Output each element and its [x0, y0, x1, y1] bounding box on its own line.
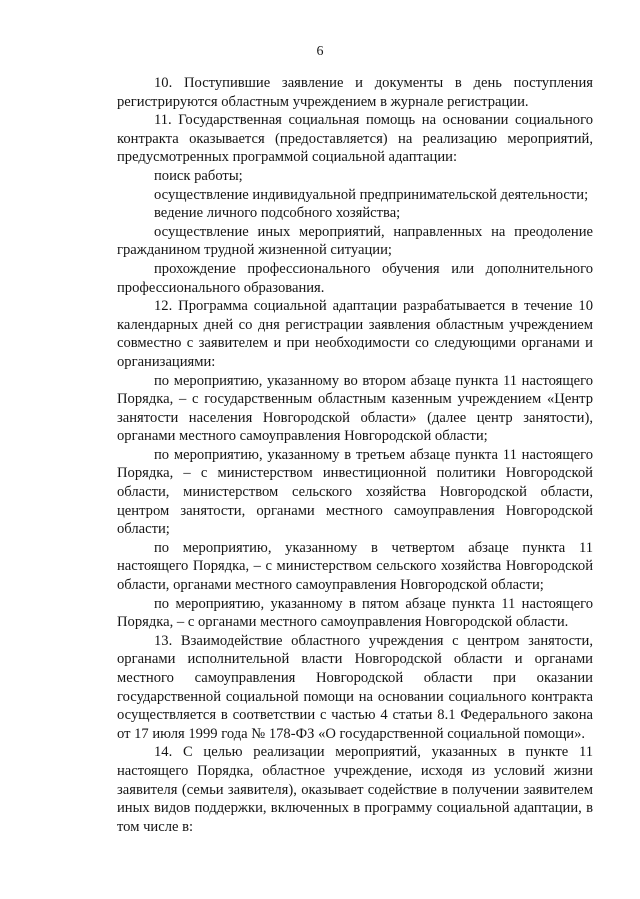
document-body: [117, 74, 593, 836]
paragraph-item-12: 12. Программа социальной адаптации разрабатывается в течение 10 календарных дней со дня регистрации заявления областным учреждением совместно с заявителем и при необходимости со следующими органами и организациями:: [117, 298, 593, 370]
page-number: 6: [316, 44, 324, 59]
list-item-other-measures: осуществление иных мероприятий, направленных на преодоление гражданином трудной жизненной ситуации;: [117, 223, 593, 259]
paragraph-item-10: 10. Поступившие заявление и документы в день поступления регистрируются областным учреждением в журнале регистрации.: [117, 75, 593, 110]
paragraph-item-11: 11. Государственная социальная помощь на основании социального контракта оказывается (предоставляется) на реализацию мероприятий, предусмотренных программой социальной адаптации:: [117, 112, 593, 166]
paragraph-item-14: 14. С целью реализации мероприятий, указанных в пункте 11 настоящего Порядка, областное учреждение, исходя из условий жизни заявителя (семьи заявителя), оказывает содействие в получении заявителем иных видов поддержки, включенных в программу социальной адаптации, в том числе в:: [117, 744, 593, 835]
list-item-third-paragraph: по мероприятию, указанному в третьем абзаце пункта 11 настоящего Порядка, – с министерством инвестиционной политики Новгородской области, министерством сельского хозяйства Новгородской области, центром занятости, органами местного самоуправления Новгородской области;: [117, 446, 593, 538]
list-item-fifth-paragraph: по мероприятию, указанному в пятом абзаце пункта 11 настоящего Порядка, – с органами местного самоуправления Новгородской области.: [117, 595, 593, 631]
list-item-vocational-training: прохождение профессионального обучения или дополнительного профессионального образования.: [117, 260, 593, 296]
list-item-job-search: поиск работы;: [154, 167, 243, 184]
list-item-entrepreneurship: осуществление индивидуальной предпринимательской деятельности;: [154, 186, 589, 203]
list-item-second-paragraph: по мероприятию, указанному во втором абзаце пункта 11 настоящего Порядка, – с государственным областным казенным учреждением «Центр занятости населения Новгородской области» (далее центр занятости), органами местного самоуправления Новгородской области;: [117, 372, 593, 445]
list-item-household-farming: ведение личного подсобного хозяйства;: [154, 205, 401, 222]
list-item-fourth-paragraph: по мероприятию, указанному в четвертом абзаце пункта 11 настоящего Порядка, – с министерством сельского хозяйства Новгородской области, органами местного самоуправления Новгородской области;: [117, 539, 593, 594]
paragraph-item-13: 13. Взаимодействие областного учреждения с центром занятости, органами исполнительной власти Новгородской области и органами местного самоуправления Новгородской области при оказании государственной социальной помощи на основании социального контракта осуществляется в соответствии с частью 4 статьи 8.1 Федерального закона от 17 июля 1999 года № 178-ФЗ «О государственной социальной помощи».: [117, 632, 593, 742]
